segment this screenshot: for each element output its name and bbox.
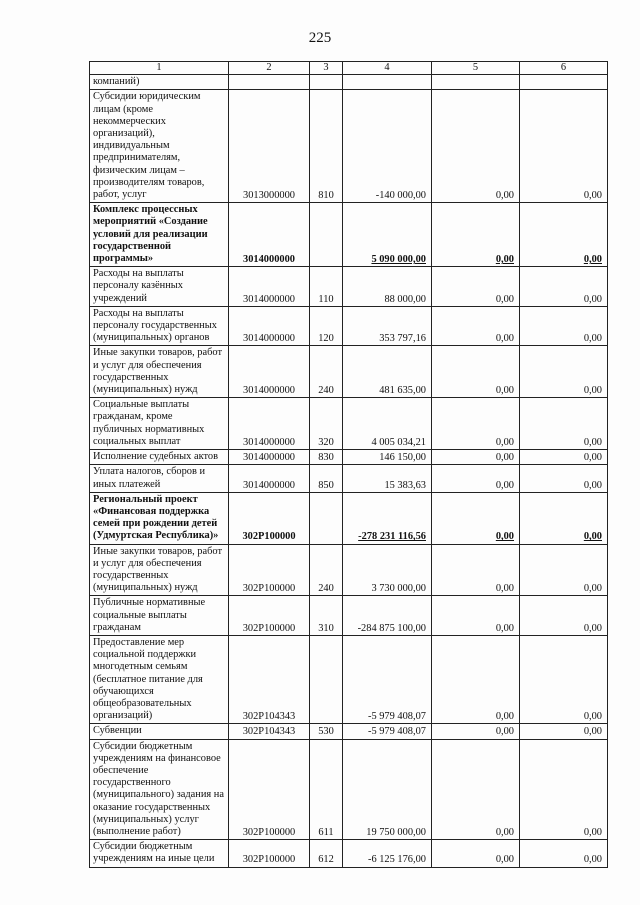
row-name bbox=[90, 267, 229, 307]
row-name bbox=[90, 492, 229, 544]
table-row bbox=[90, 739, 608, 840]
amount-col5-text: 0,00 bbox=[495, 190, 514, 202]
amount bbox=[343, 90, 432, 203]
target-code bbox=[229, 398, 310, 450]
target-code-text: 3014000000 bbox=[243, 385, 295, 397]
row-name-text: Исполнение судебных актов bbox=[93, 451, 218, 463]
amount-text: 481 635,00 bbox=[379, 385, 426, 397]
amount-col6 bbox=[520, 596, 608, 636]
expense-type-text: 830 bbox=[318, 452, 334, 464]
expense-type-text: 612 bbox=[318, 854, 334, 866]
table-row bbox=[90, 492, 608, 544]
target-code-text: 302Р100000 bbox=[242, 622, 296, 634]
amount-col5 bbox=[432, 635, 520, 723]
amount-col5-text: 0,00 bbox=[495, 583, 514, 595]
table-row bbox=[90, 267, 608, 307]
amount-text: 4 005 034,21 bbox=[371, 436, 426, 448]
amount-col6-text: 0,00 bbox=[583, 622, 602, 634]
expense-type bbox=[310, 840, 343, 867]
amount bbox=[343, 840, 432, 867]
row-name bbox=[90, 596, 229, 636]
amount-col6-text: 0,00 bbox=[583, 726, 602, 738]
amount-col6 bbox=[520, 398, 608, 450]
row-name-text: Расходы на выплаты персоналу государственных (муниципальных) органов bbox=[93, 307, 217, 344]
amount-col6 bbox=[520, 90, 608, 203]
row-name bbox=[90, 739, 229, 840]
amount-col6-text: 0,00 bbox=[583, 854, 602, 866]
amount-col6-text: 0,00 bbox=[583, 452, 602, 464]
row-name-text: Субсидии юридическим лицам (кроме некоммерческих организаций), индивидуальным предпринимателям, физическим лицам – производителям товаров, работ, услуг bbox=[93, 91, 205, 201]
amount-col5-text: 0,00 bbox=[495, 726, 514, 738]
amount-col5-text: 0,00 bbox=[495, 531, 514, 543]
amount-text: -5 979 408,07 bbox=[367, 711, 426, 723]
target-code bbox=[229, 267, 310, 307]
amount-col5-text: 0,00 bbox=[495, 854, 514, 866]
table-row bbox=[90, 544, 608, 596]
row-name-text: Социальные выплаты гражданам, кроме публичных нормативных социальных выплат bbox=[93, 399, 205, 447]
amount-col6-text: 0,00 bbox=[583, 385, 602, 397]
amount-col5 bbox=[432, 90, 520, 203]
expense-type bbox=[310, 306, 343, 346]
target-code-text: 3014000000 bbox=[243, 452, 295, 464]
amount bbox=[343, 544, 432, 596]
amount-col6 bbox=[520, 465, 608, 492]
target-code-text: 3014000000 bbox=[243, 436, 295, 448]
column-header: 5 bbox=[432, 62, 520, 75]
amount-col5-text: 0,00 bbox=[495, 333, 514, 345]
table-row bbox=[90, 465, 608, 492]
amount bbox=[343, 398, 432, 450]
amount bbox=[343, 306, 432, 346]
expense-type bbox=[310, 267, 343, 307]
expense-type bbox=[310, 635, 343, 723]
row-name bbox=[90, 90, 229, 203]
amount-col5-text: 0,00 bbox=[495, 436, 514, 448]
amount-col6 bbox=[520, 635, 608, 723]
expense-type-text: 240 bbox=[318, 385, 334, 397]
amount-text: 3 730 000,00 bbox=[371, 583, 426, 595]
amount-col6-text: 0,00 bbox=[583, 190, 602, 202]
page-number: 225 bbox=[308, 30, 332, 46]
amount-col5-text: 0,00 bbox=[495, 254, 514, 266]
expense-type bbox=[310, 544, 343, 596]
expense-type-text: 320 bbox=[318, 436, 334, 448]
table-row bbox=[90, 203, 608, 267]
target-code-text: 302Р104343 bbox=[242, 726, 296, 738]
expense-type-text: 810 bbox=[318, 190, 334, 202]
amount-col5 bbox=[432, 75, 520, 90]
expense-type bbox=[310, 450, 343, 465]
target-code bbox=[229, 492, 310, 544]
table-row bbox=[90, 840, 608, 867]
amount-col6 bbox=[520, 724, 608, 739]
target-code-text: 3014000000 bbox=[243, 333, 295, 345]
row-name-text: компаний) bbox=[93, 76, 140, 88]
expense-type bbox=[310, 203, 343, 267]
target-code bbox=[229, 75, 310, 90]
amount-text: -278 231 116,56 bbox=[358, 531, 426, 543]
amount-col6-text: 0,00 bbox=[583, 583, 602, 595]
expense-type bbox=[310, 465, 343, 492]
row-name bbox=[90, 203, 229, 267]
target-code-text: 3014000000 bbox=[243, 254, 295, 266]
amount-col6-text: 0,00 bbox=[583, 293, 602, 305]
amount bbox=[343, 635, 432, 723]
target-code bbox=[229, 596, 310, 636]
expense-type bbox=[310, 75, 343, 90]
table-row bbox=[90, 450, 608, 465]
amount-col5 bbox=[432, 739, 520, 840]
target-code-text: 3014000000 bbox=[243, 479, 295, 491]
expense-type-text: 850 bbox=[318, 479, 334, 491]
amount-col6-text: 0,00 bbox=[583, 826, 602, 838]
target-code-text: 302Р100000 bbox=[242, 583, 296, 595]
row-name bbox=[90, 398, 229, 450]
amount-text: 353 797,16 bbox=[379, 333, 426, 345]
expense-type bbox=[310, 724, 343, 739]
amount bbox=[343, 492, 432, 544]
target-code bbox=[229, 306, 310, 346]
amount-text: -140 000,00 bbox=[375, 190, 426, 202]
row-name bbox=[90, 635, 229, 723]
target-code bbox=[229, 465, 310, 492]
amount-col5-text: 0,00 bbox=[495, 826, 514, 838]
row-name-text: Расходы на выплаты персоналу казённых учреждений bbox=[93, 268, 184, 304]
expense-type bbox=[310, 90, 343, 203]
table-row bbox=[90, 635, 608, 723]
row-name-text: Комплекс процессных мероприятий «Создание условий для реализации государственной программы» bbox=[93, 204, 208, 265]
amount-col5 bbox=[432, 492, 520, 544]
amount-text: -5 979 408,07 bbox=[367, 726, 426, 738]
amount-col5-text: 0,00 bbox=[495, 452, 514, 464]
amount-col5-text: 0,00 bbox=[495, 385, 514, 397]
table-row bbox=[90, 75, 608, 90]
row-name bbox=[90, 306, 229, 346]
row-name-text: Иные закупки товаров, работ и услуг для обеспечения государственных (муниципальных) нужд bbox=[93, 545, 222, 594]
row-name-text: Публичные нормативные социальные выплаты гражданам bbox=[93, 597, 206, 633]
table-header-row bbox=[90, 62, 608, 75]
row-name bbox=[90, 544, 229, 596]
expense-type-text: 120 bbox=[318, 333, 334, 345]
amount-col5 bbox=[432, 465, 520, 492]
target-code bbox=[229, 840, 310, 867]
amount-col5 bbox=[432, 306, 520, 346]
amount-col6-text: 0,00 bbox=[583, 479, 602, 491]
table-row bbox=[90, 346, 608, 398]
amount-col6 bbox=[520, 739, 608, 840]
target-code bbox=[229, 635, 310, 723]
amount bbox=[343, 75, 432, 90]
column-header: 3 bbox=[310, 62, 343, 75]
amount-text: 19 750 000,00 bbox=[366, 826, 426, 838]
target-code bbox=[229, 90, 310, 203]
row-name bbox=[90, 465, 229, 492]
amount-text: -6 125 176,00 bbox=[367, 854, 426, 866]
amount-text: -284 875 100,00 bbox=[357, 622, 426, 634]
amount-col6 bbox=[520, 544, 608, 596]
target-code bbox=[229, 739, 310, 840]
amount-col5-text: 0,00 bbox=[495, 479, 514, 491]
expense-type-text: 611 bbox=[318, 826, 334, 838]
column-header: 2 bbox=[229, 62, 310, 75]
row-name bbox=[90, 450, 229, 465]
expense-type-text: 310 bbox=[318, 622, 334, 634]
table-row bbox=[90, 90, 608, 203]
row-name-text: Субсидии бюджетным учреждениям на финансовое обеспечение государственного (муниципального) задания на оказание государственных (муниципальных) услуг (выполнение работ) bbox=[93, 740, 224, 837]
amount bbox=[343, 450, 432, 465]
target-code-text: 302Р100000 bbox=[242, 854, 296, 866]
target-code-text: 302Р104343 bbox=[242, 711, 296, 723]
target-code-text: 302Р100000 bbox=[242, 531, 296, 543]
amount-col6 bbox=[520, 840, 608, 867]
row-name-text: Субсидии бюджетным учреждениям на иные цели bbox=[93, 841, 215, 865]
amount-col5-text: 0,00 bbox=[495, 293, 514, 305]
table-row bbox=[90, 724, 608, 739]
expense-type bbox=[310, 346, 343, 398]
amount-col5 bbox=[432, 724, 520, 739]
amount-col6 bbox=[520, 203, 608, 267]
target-code bbox=[229, 346, 310, 398]
amount bbox=[343, 596, 432, 636]
row-name-text: Уплата налогов, сборов и иных платежей bbox=[93, 466, 206, 490]
expense-type-text: 530 bbox=[318, 726, 334, 738]
expense-type bbox=[310, 596, 343, 636]
column-header: 6 bbox=[520, 62, 608, 75]
amount bbox=[343, 724, 432, 739]
target-code bbox=[229, 203, 310, 267]
row-name-text: Иные закупки товаров, работ и услуг для обеспечения государственных (муниципальных) нужд bbox=[93, 347, 222, 396]
row-name bbox=[90, 346, 229, 398]
amount-col6-text: 0,00 bbox=[583, 436, 602, 448]
amount-col6-text: 0,00 bbox=[583, 711, 602, 723]
amount-text: 5 090 000,00 bbox=[371, 254, 426, 266]
row-name bbox=[90, 75, 229, 90]
amount bbox=[343, 739, 432, 840]
expense-type bbox=[310, 739, 343, 840]
amount-col6 bbox=[520, 450, 608, 465]
amount-col5 bbox=[432, 450, 520, 465]
amount-text: 88 000,00 bbox=[384, 293, 426, 305]
expense-type bbox=[310, 398, 343, 450]
target-code bbox=[229, 450, 310, 465]
amount-col6 bbox=[520, 492, 608, 544]
expense-type bbox=[310, 492, 343, 544]
row-name-text: Субвенции bbox=[93, 725, 142, 737]
amount-col6 bbox=[520, 346, 608, 398]
table-row bbox=[90, 596, 608, 636]
amount-col5 bbox=[432, 596, 520, 636]
amount-col5 bbox=[432, 544, 520, 596]
amount bbox=[343, 203, 432, 267]
amount-col5-text: 0,00 bbox=[495, 711, 514, 723]
amount bbox=[343, 465, 432, 492]
amount-col6-text: 0,00 bbox=[583, 333, 602, 345]
row-name bbox=[90, 840, 229, 867]
expense-type-text: 240 bbox=[318, 583, 334, 595]
amount-col6 bbox=[520, 267, 608, 307]
amount-col5-text: 0,00 bbox=[495, 622, 514, 634]
amount-text: 15 383,63 bbox=[384, 479, 426, 491]
expense-type-text: 110 bbox=[318, 293, 334, 305]
target-code-text: 302Р100000 bbox=[242, 826, 296, 838]
amount-col5 bbox=[432, 203, 520, 267]
row-name-text: Региональный проект «Финансовая поддержка семей при рождении детей (Удмуртская Республика)» bbox=[93, 493, 219, 542]
table-row bbox=[90, 306, 608, 346]
amount-col5 bbox=[432, 398, 520, 450]
target-code-text: 3013000000 bbox=[243, 190, 295, 202]
amount-text: 146 150,00 bbox=[379, 452, 426, 464]
amount-col5 bbox=[432, 267, 520, 307]
table-row bbox=[90, 398, 608, 450]
amount bbox=[343, 346, 432, 398]
amount bbox=[343, 267, 432, 307]
target-code-text: 3014000000 bbox=[243, 293, 295, 305]
column-header: 4 bbox=[343, 62, 432, 75]
amount-col5 bbox=[432, 346, 520, 398]
amount-col6-text: 0,00 bbox=[583, 531, 602, 543]
amount-col6-text: 0,00 bbox=[583, 254, 602, 266]
column-header: 1 bbox=[90, 62, 229, 75]
row-name bbox=[90, 724, 229, 739]
row-name-text: Предоставление мер социальной поддержки многодетным семьям (бесплатное питание для обучающихся общеобразовательных организаций) bbox=[93, 636, 203, 722]
amount-col5 bbox=[432, 840, 520, 867]
amount-col6 bbox=[520, 306, 608, 346]
budget-table bbox=[89, 61, 608, 868]
target-code bbox=[229, 724, 310, 739]
amount-col6 bbox=[520, 75, 608, 90]
target-code bbox=[229, 544, 310, 596]
